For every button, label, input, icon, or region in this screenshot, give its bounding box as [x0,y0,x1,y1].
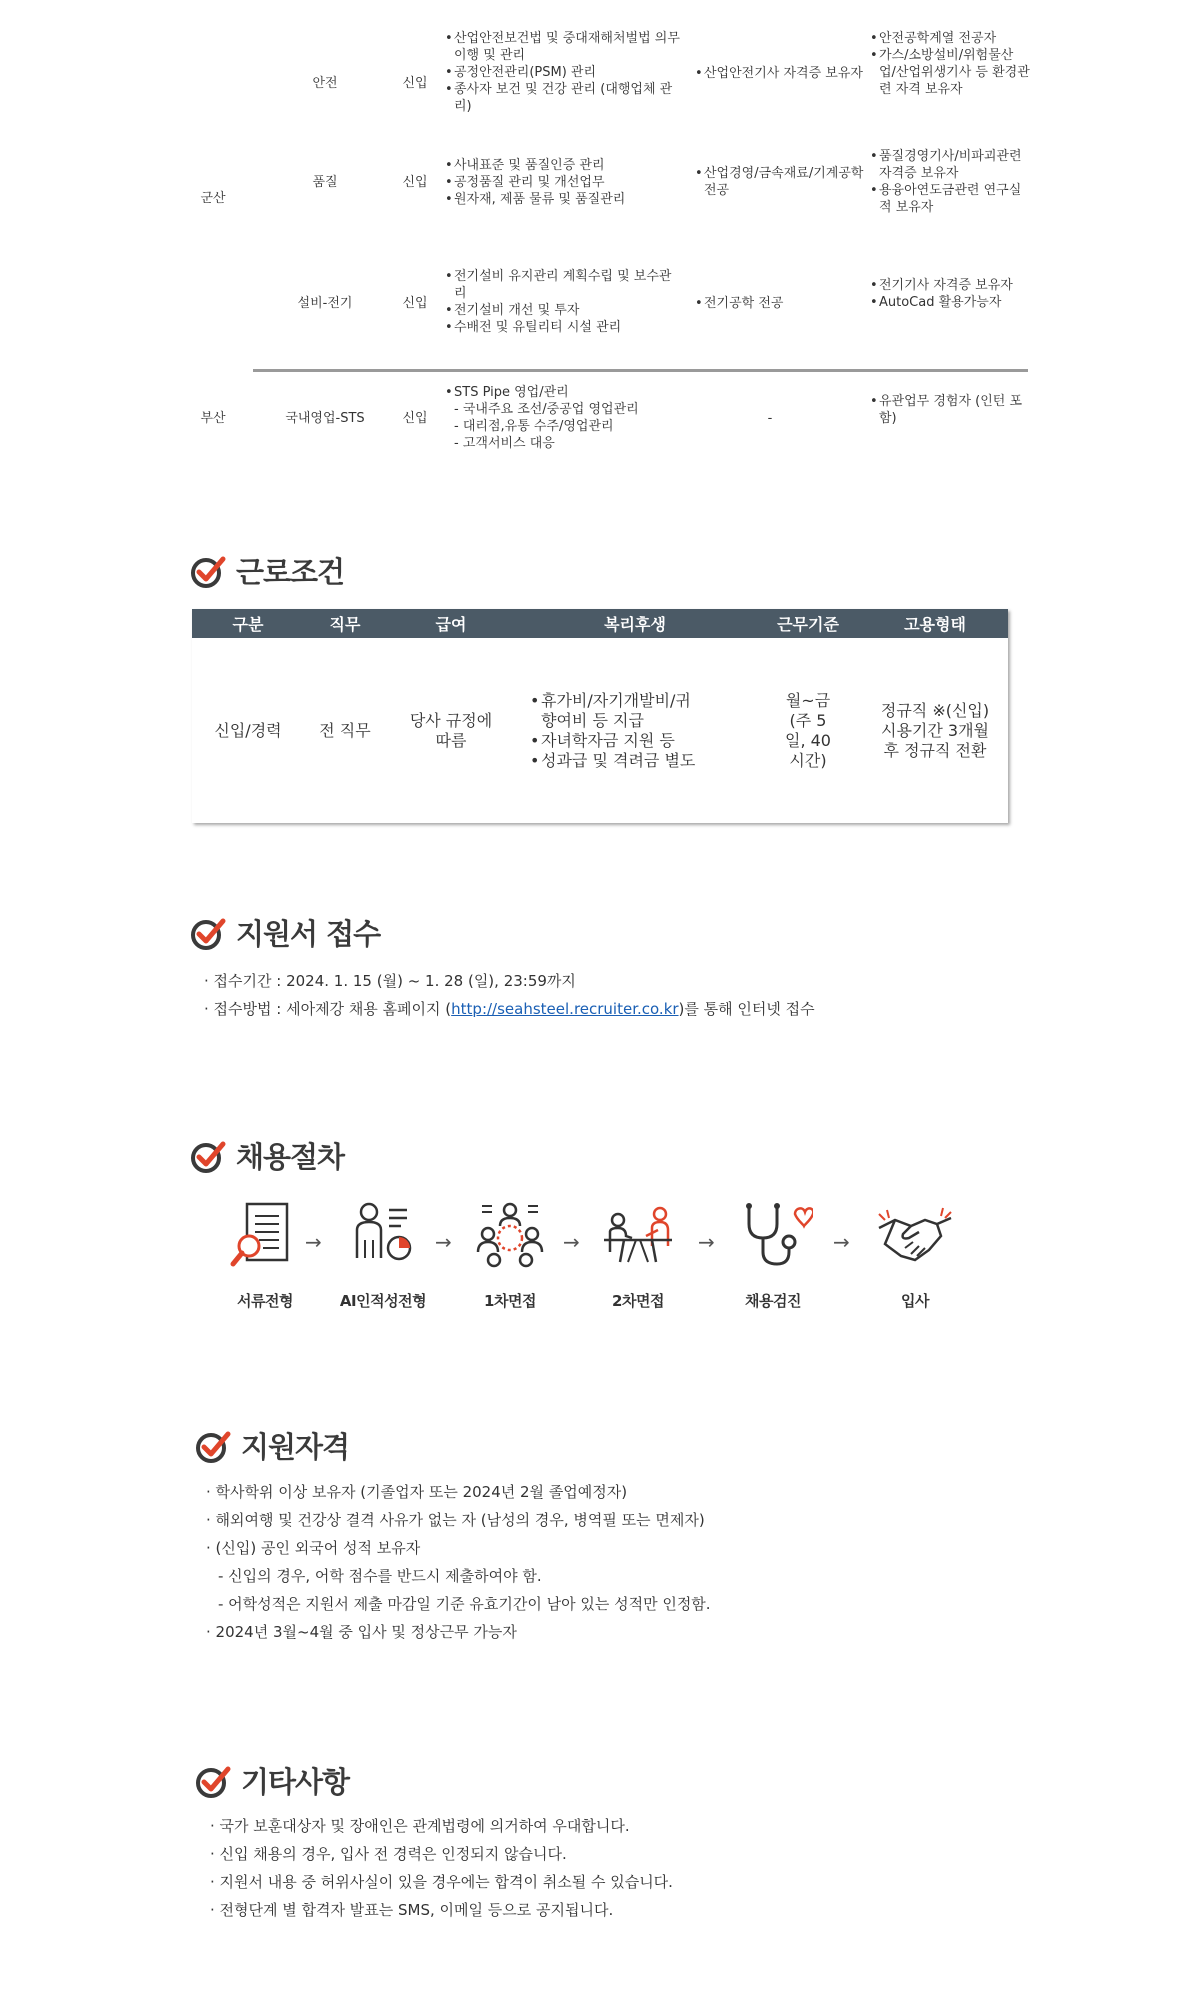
duty-item: • 공정안전관리(PSM) 관리 [445,64,680,81]
etc-list [210,1812,673,1924]
desk-interview-icon [598,1200,678,1272]
process-arrow: → [305,1230,322,1254]
group-interview-icon [470,1200,550,1272]
job-role: 국내영업-STS [285,411,365,426]
requirement-item: • 산업안전기사 자격증 보유자 [695,65,865,82]
etc-item: · 지원서 내용 중 허위사실이 있을 경우에는 합격이 취소될 수 있습니다. [210,1873,673,1891]
requirement-item: • 산업경영/금속재료/기계공학 전공 [695,165,865,199]
row-divider [253,369,1028,372]
qualification-sub-item: - 어학성적은 지원서 제출 마감일 기준 유효기간이 남아 있는 성적만 인정함. [218,1595,711,1613]
process-arrow: → [698,1230,715,1254]
process-step-interview-1 [455,1200,565,1311]
job-preferred [870,30,1030,98]
duty-item: • 전기설비 유지관리 계획수립 및 보수관리 [445,268,680,302]
apply-period: · 접수기간 : 2024. 1. 15 (월) ~ 1. 28 (일), 23:59까지 [204,972,576,990]
apply-info [204,967,815,1023]
job-duties [445,268,680,336]
job-location: 부산 [200,411,226,426]
recruit-site-link[interactable]: http://seahsteel.recruiter.co.kr [451,1000,679,1018]
work-conditions-table [192,609,1008,823]
duty-item: • 원자재, 제품 물류 및 품질관리 [445,191,680,208]
process-step-label: 입사 [901,1292,929,1310]
check-circle-icon [195,1763,231,1799]
job-requirements [695,65,865,82]
qualification-item: · 학사학위 이상 보유자 (기졸업자 또는 2024년 2월 졸업예정자) [206,1483,628,1501]
document-magnifier-icon [225,1200,305,1272]
etc-item: · 국가 보훈대상자 및 장애인은 관계법령에 의거하여 우대합니다. [210,1817,630,1835]
section-title-apply [190,912,380,953]
section-title-text: 기타사항 [241,1765,350,1799]
job-type: 신입 [402,411,428,426]
job-row-busan-sales [190,384,1030,464]
job-preferred [870,277,1030,311]
apply-method [204,995,815,1023]
duty-item: • 공정품질 관리 및 개선업무 [445,174,680,191]
job-location-gunsan: 군산 [200,191,226,206]
duty-item: • 수배전 및 유틸리티 시설 관리 [445,319,680,336]
preferred-item: • 전기기사 자격증 보유자 [870,277,1030,294]
duty-item: • 종사자 보건 및 건강 관리 (대행업체 관리) [445,81,680,115]
job-row-quality [190,148,1030,248]
section-title-qualification [195,1425,349,1466]
apply-method-prefix: · 접수방법 : 세아제강 채용 홈페이지 ( [204,1000,452,1018]
section-title-text: 지원서 접수 [236,917,381,951]
process-step-label: 서류전형 [237,1292,293,1310]
header-salary: 급여 [435,615,467,634]
cell-category: 신입/경력 [214,720,282,740]
section-title-etc [195,1760,349,1801]
requirement-item: • 전기공학 전공 [695,295,865,312]
process-step-label: 1차면접 [484,1292,536,1310]
job-preferred [870,148,1030,216]
process-step-label: 2차면접 [612,1292,664,1310]
hiring-process [210,1200,990,1320]
cell-job: 전 직무 [319,720,371,740]
job-row-safety [190,30,1030,140]
table-row [192,638,1008,823]
job-role: 설비-전기 [297,296,353,311]
section-title-text: 채용절차 [236,1140,345,1174]
process-step-ai-aptitude [328,1200,438,1311]
preferred-item: • 품질경영기사/비파괴관련 자격증 보유자 [870,148,1030,182]
job-duties [445,157,680,208]
process-arrow: → [435,1230,452,1254]
duty-item: • 산업안전보건법 및 중대재해처벌법 의무 이행 및 관리 [445,30,680,64]
job-requirements [695,165,865,199]
process-step-interview-2 [583,1200,693,1311]
stethoscope-heart-icon [733,1200,813,1272]
job-role: 품질 [312,175,338,190]
duty-item: • 사내표준 및 품질인증 관리 [445,157,680,174]
duty-item: • STS Pipe 영업/관리 [445,384,680,401]
process-step-join [860,1200,970,1311]
process-arrow: → [563,1230,580,1254]
cell-benefits [516,691,754,771]
etc-item: · 신입 채용의 경우, 입사 전 경력은 인정되지 않습니다. [210,1845,567,1863]
duty-sub-item: - 대리점,유통 수주/영업관리 [454,419,614,434]
cell-employment: 정규직 ※(신입)시용기간 3개월 후 정규직 전환 [880,700,990,760]
qualification-item: · (신입) 공인 외국어 성적 보유자 [206,1539,421,1557]
job-duties [445,384,680,452]
header-employment: 고용형태 [904,615,966,634]
job-requirements [695,295,865,312]
table-header-row [192,609,1008,638]
check-circle-icon [190,553,226,589]
cell-salary: 당사 규정에 따름 [409,710,493,750]
job-role: 안전 [312,76,338,91]
preferred-item: • 유관업무 경험자 (인턴 포함) [870,393,1030,427]
qualification-item: · 해외여행 및 건강상 결격 사유가 없는 자 (남성의 경우, 병역필 또는 면제자) [206,1511,705,1529]
preferred-item: • AutoCad 활용가능자 [870,294,1030,311]
qualification-sub-item: - 신입의 경우, 어학 점수를 반드시 제출하여야 함. [218,1567,542,1585]
header-hours: 근무기준 [777,615,839,634]
job-duties [445,30,680,115]
header-benefits: 복리후생 [604,615,666,634]
check-circle-icon [195,1428,231,1464]
job-requirements: - [767,411,773,426]
cell-hours: 월~금 (주 5일, 40시간) [785,690,831,770]
handshake-icon [875,1200,955,1272]
benefit-item: • 성과급 및 격려금 별도 [530,751,700,771]
process-step-health-check [718,1200,828,1311]
process-step-documents [210,1200,320,1311]
duty-sub-item: - 국내주요 조선/중공업 영업관리 [454,402,639,417]
check-circle-icon [190,1138,226,1174]
process-step-label: AI인적성전형 [339,1292,427,1310]
duty-item: • 전기설비 개선 및 투자 [445,302,680,319]
header-job: 직무 [329,615,361,634]
job-row-electric [190,268,1030,358]
duty-sub-item: - 고객서비스 대응 [454,436,555,451]
check-circle-icon [190,915,226,951]
process-step-label: 채용검진 [745,1292,801,1310]
benefit-item: • 휴가비/자기개발비/귀향여비 등 지급 [530,691,700,731]
job-type: 신입 [402,76,428,91]
etc-item: · 전형단계 별 합격자 발표는 SMS, 이메일 등으로 공지됩니다. [210,1901,614,1919]
section-title-text: 지원자격 [241,1430,350,1464]
job-type: 신입 [402,175,428,190]
job-type: 신입 [402,296,428,311]
header-category: 구분 [232,615,264,634]
preferred-item: • 용융아연도금관련 연구실적 보유자 [870,182,1030,216]
section-title-text: 근로조건 [236,555,345,589]
preferred-item: • 안전공학계열 전공자 [870,30,1030,47]
section-title-process [190,1135,344,1176]
benefit-item: • 자녀학자금 지원 등 [530,731,700,751]
preferred-item: • 가스/소방설비/위험물산업/산업위생기사 등 환경관련 자격 보유자 [870,47,1030,98]
person-chart-icon [343,1200,423,1272]
qualification-item: · 2024년 3월~4월 중 입사 및 정상근무 가능자 [206,1623,517,1641]
job-preferred [870,393,1030,427]
process-arrow: → [833,1230,850,1254]
apply-method-suffix: )를 통해 인터넷 접수 [678,1000,815,1018]
qualification-list [206,1478,711,1646]
section-title-work [190,550,344,591]
